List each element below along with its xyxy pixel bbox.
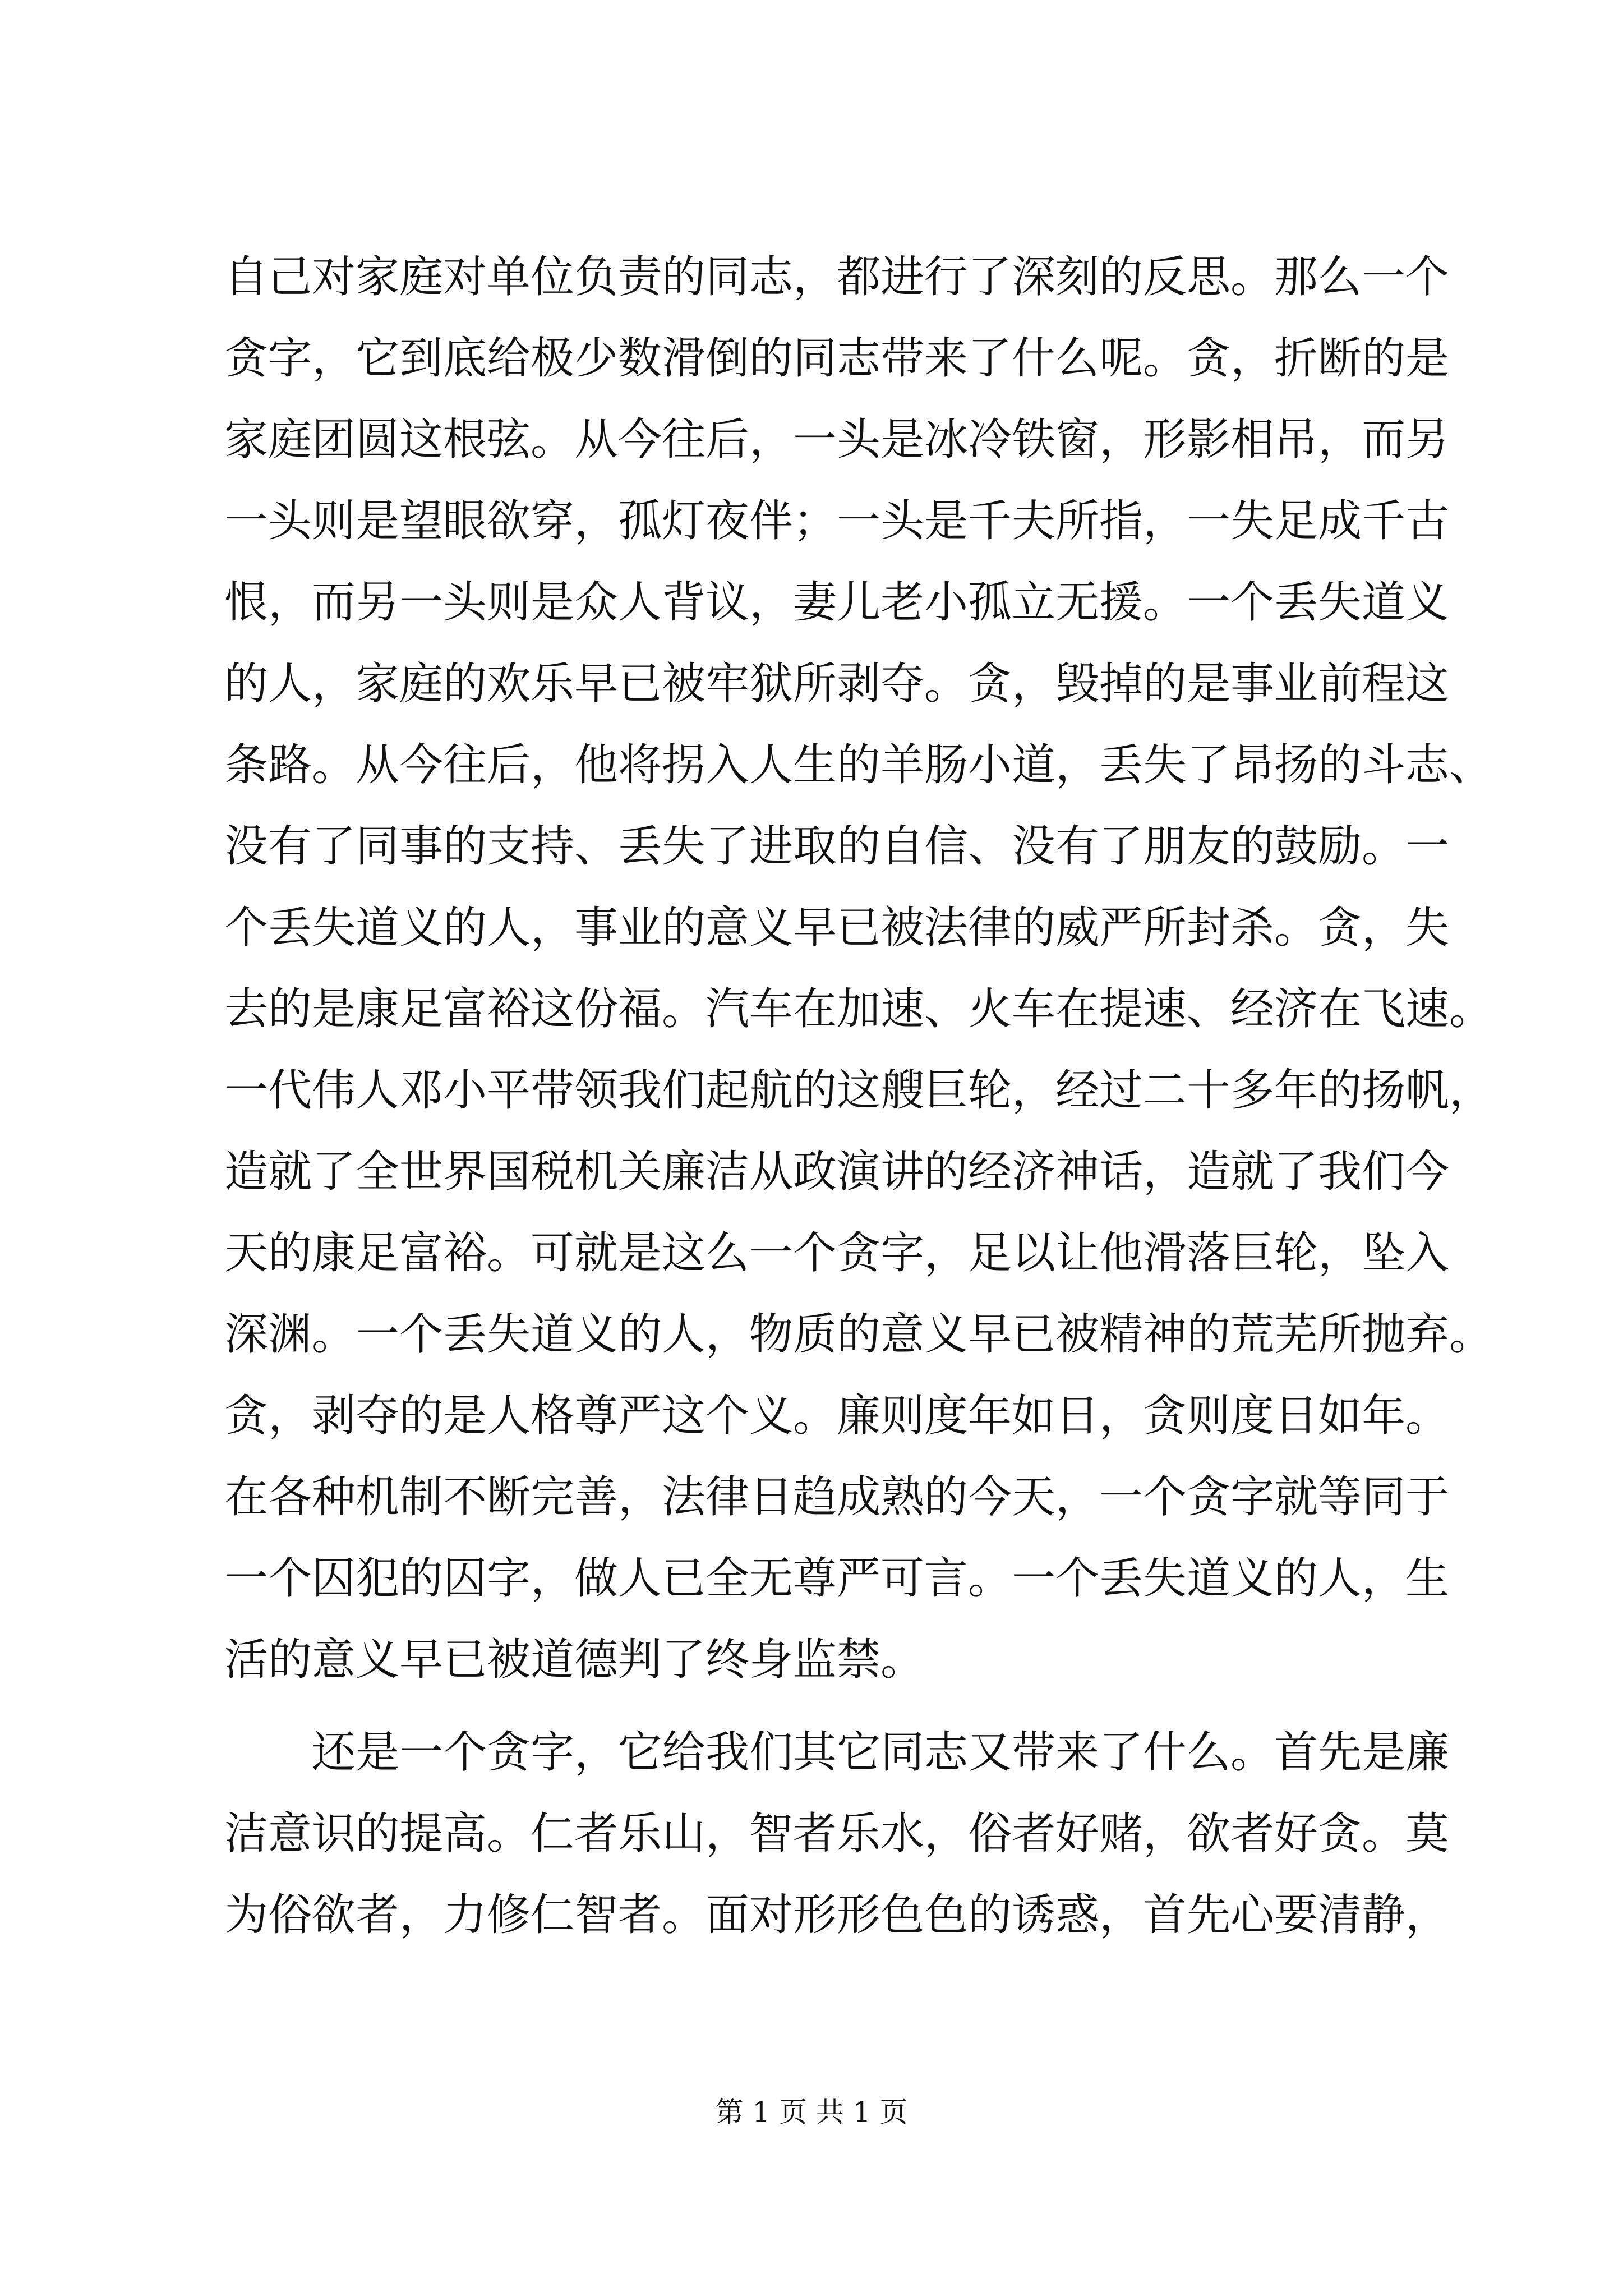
text-line: 家庭团圆这根弦。从今往后，一头是冰冷铁窗，形影相吊，而另	[224, 415, 1450, 465]
paragraph-2	[224, 1712, 1450, 1956]
text-line: 贪字，它到底给极少数滑倒的同志带来了什么呢。贪，折断的是	[224, 333, 1450, 384]
text-line: 一代伟人邓小平带领我们起航的这艘巨轮，经过二十多年的扬帆，	[224, 1065, 1493, 1116]
page-number-label: 第 1 页 共 1 页	[715, 2096, 908, 2128]
text-line: 造就了全世界国税机关廉洁从政演讲的经济神话，造就了我们今	[224, 1147, 1450, 1197]
text-line: 还是一个贪字，它给我们其它同志又带来了什么。首先是廉	[312, 1727, 1450, 1778]
body-text	[224, 237, 1493, 1956]
text-line: 洁意识的提高。仁者乐山，智者乐水，俗者好赌，欲者好贪。莫	[224, 1809, 1450, 1859]
text-line: 深渊。一个丢失道义的人，物质的意义早已被精神的荒芜所抛弃。	[224, 1309, 1493, 1360]
text-line: 自己对家庭对单位负责的同志，都进行了深刻的反思。那么一个	[224, 252, 1450, 302]
text-line: 没有了同事的支持、丢失了进取的自信、没有了朋友的鼓励。一	[224, 821, 1450, 872]
text-line: 恨，而另一头则是众人背议，妻儿老小孤立无援。一个丢失道义	[224, 577, 1450, 628]
text-line: 条路。从今往后，他将拐入人生的羊肠小道，丢失了昂扬的斗志、	[224, 740, 1493, 790]
text-line: 贪，剥夺的是人格尊严这个义。廉则度年如日，贪则度日如年。	[224, 1391, 1450, 1441]
text-line: 一个囚犯的囚字，做人已全无尊严可言。一个丢失道义的人，生	[224, 1553, 1450, 1604]
text-line: 天的康足富裕。可就是这么一个贪字，足以让他滑落巨轮，坠入	[224, 1228, 1450, 1278]
text-line: 一头则是望眼欲穿，孤灯夜伴；一头是千夫所指，一失足成千古	[224, 496, 1450, 546]
text-line: 活的意义早已被道德判了终身监禁。	[224, 1635, 925, 1685]
text-line: 个丢失道义的人，事业的意义早已被法律的威严所封杀。贪，失	[224, 903, 1450, 953]
text-line: 在各种机制不断完善，法律日趋成熟的今天，一个贪字就等同于	[224, 1472, 1450, 1522]
page-footer	[0, 2092, 1623, 2132]
paragraph-gap	[224, 1701, 1419, 1712]
text-line: 的人，家庭的欢乐早已被牢狱所剥夺。贪，毁掉的是事业前程这	[224, 659, 1450, 709]
text-line: 去的是康足富裕这份福。汽车在加速、火车在提速、经济在飞速。	[224, 984, 1493, 1034]
paragraph-1	[224, 237, 1493, 1701]
text-line: 为俗欲者，力修仁智者。面对形形色色的诱惑，首先心要清静，	[224, 1890, 1450, 1940]
